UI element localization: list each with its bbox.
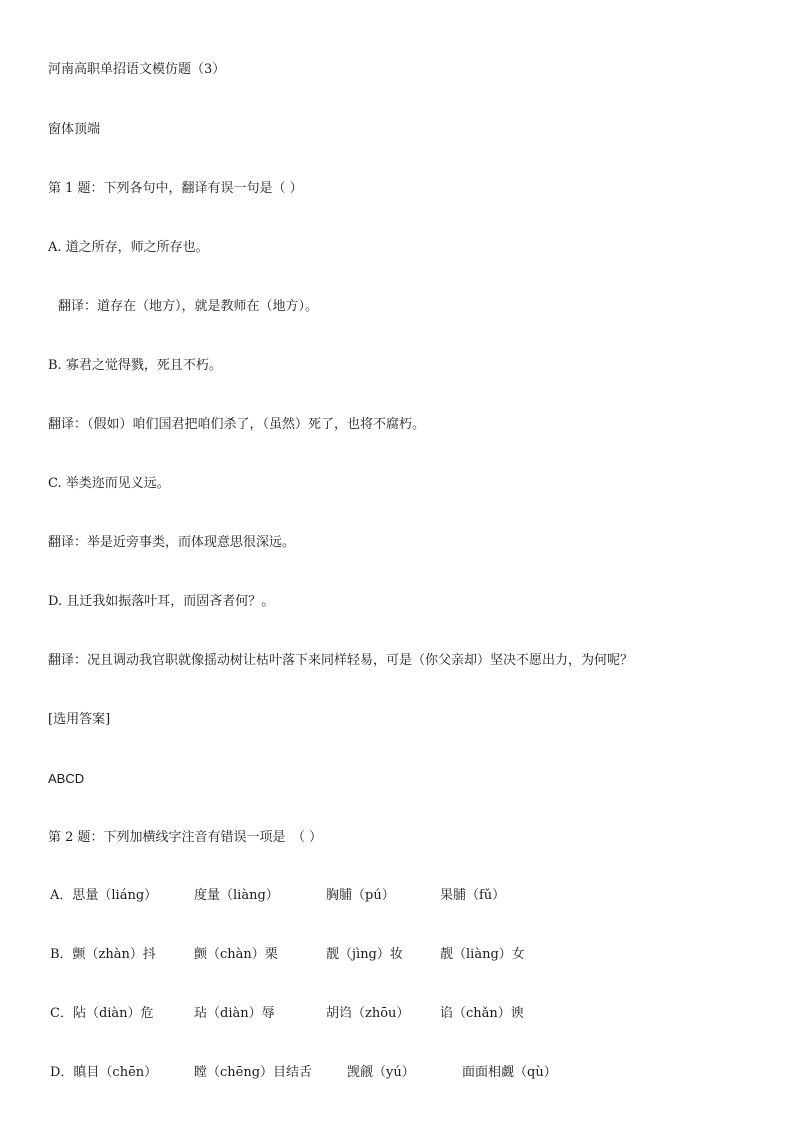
q2-b-item-3: 靓（jìng）妆	[326, 947, 403, 962]
question-1-text: 第 1 题：下列各句中，翻译有误一句是（ ）	[48, 181, 303, 196]
q1-option-b: B. 寡君之觉得戮，死且不朽。	[48, 358, 222, 373]
q2-option-row-b	[50, 947, 750, 963]
question-2-text: 第 2 题：下列加横线字注音有错误一项是 （ ）	[48, 830, 323, 845]
q1-option-a: A. 道之所存，师之所存也。	[48, 240, 209, 255]
q2-d-item-1: D．瞋目（chēn）	[50, 1065, 158, 1080]
q2-b-item-1: B．颤（zhàn）抖	[50, 947, 156, 962]
q2-a-item-1: A．思量（liáng）	[50, 888, 158, 903]
q2-a-item-2: 度量（liàng）	[194, 888, 279, 903]
q2-option-row-c	[50, 1006, 750, 1022]
q1-answer: ABCD	[48, 771, 85, 786]
q2-c-item-1: C．阽（diàn）危	[50, 1006, 154, 1021]
q1-option-d: D. 且迁我如振落叶耳，而固吝者何？。	[48, 594, 275, 609]
q1-option-d-translation: 翻译：况且调动我官职就像摇动树让枯叶落下来同样轻易，可是（你父亲却）坚决不愿出力，为何呢？	[48, 653, 634, 668]
document-title: 河南高职单招语文模仿题（3）	[48, 62, 226, 77]
q1-answer-label: [选用答案]	[48, 712, 111, 727]
q2-option-row-d	[50, 1065, 750, 1081]
q1-option-b-translation: 翻译：（假如）咱们国君把咱们杀了，（虽然）死了，也将不腐朽。	[48, 417, 426, 432]
q1-option-a-translation: 翻译：道存在（地方），就是教师在（地方）。	[58, 299, 319, 314]
q1-option-c: C. 举类迩而见义远。	[48, 476, 170, 491]
q2-option-row-a	[50, 888, 750, 904]
q2-c-item-4: 谄（chǎn）谀	[440, 1006, 524, 1021]
q2-c-item-3: 胡诌（zhōu）	[326, 1006, 410, 1021]
q2-d-item-2: 瞠（chēng）目结舌	[194, 1065, 313, 1080]
q2-c-item-2: 玷（diàn）辱	[194, 1006, 275, 1021]
q2-d-item-3: 觊觎（yú）	[347, 1065, 415, 1080]
q2-a-item-4: 果脯（fǔ）	[440, 888, 506, 903]
q2-d-item-4: 面面相觑（qù）	[462, 1065, 557, 1080]
q2-b-item-2: 颤（chàn）栗	[194, 947, 278, 962]
form-top-label: 窗体顶端	[48, 122, 101, 137]
q2-a-item-3: 胸脯（pú）	[326, 888, 395, 903]
q1-option-c-translation: 翻译：举是近旁事类，而体现意思很深远。	[48, 535, 296, 550]
q2-b-item-4: 靓（liàng）女	[440, 947, 525, 962]
